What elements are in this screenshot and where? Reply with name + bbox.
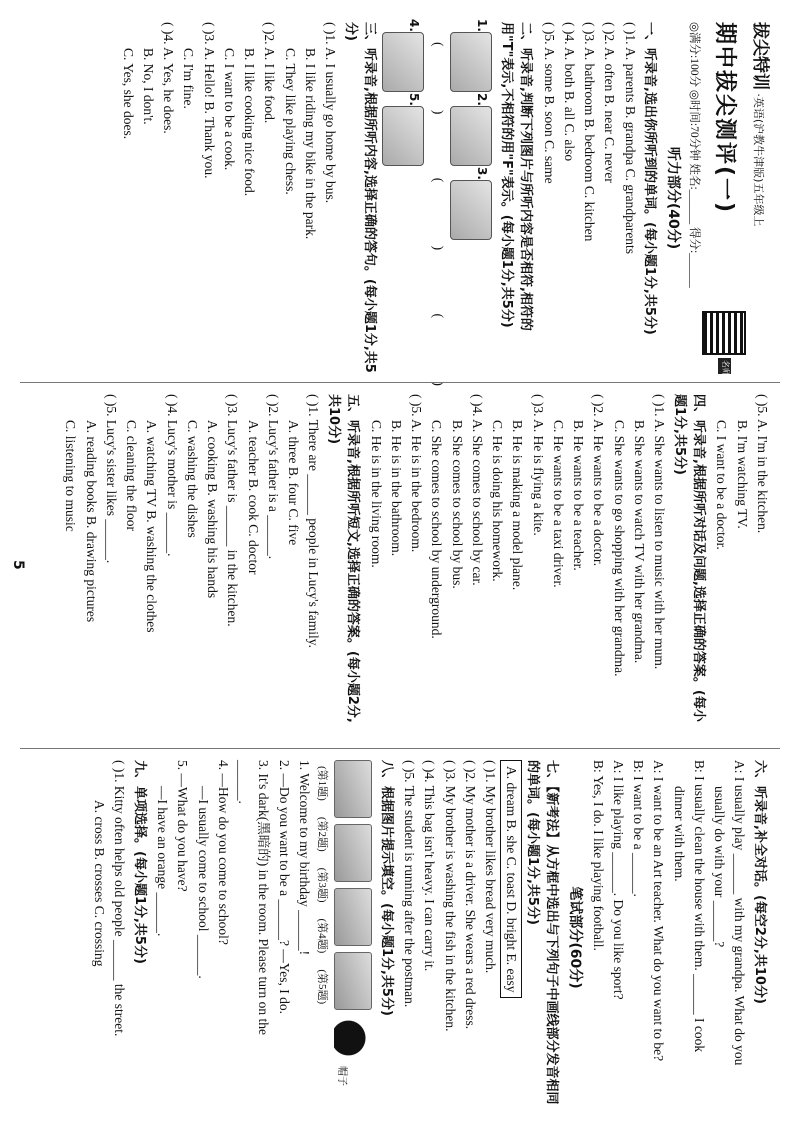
s3-option: C. I want to be a cook.	[222, 48, 237, 171]
qr-icon	[703, 311, 747, 355]
s8-item: 5. —What do you have?	[175, 760, 191, 892]
s7-item: ( )2. My mother is a driver. She wears a red dress.	[463, 760, 478, 1030]
s3-option: B. I like cooking nice food.	[242, 48, 258, 197]
s3-option: B. I'm watching TV.	[734, 420, 750, 529]
s1-item: ( )2. A. often B. near C. never	[602, 22, 618, 183]
s3-option: C. I want to be a doctor.	[714, 420, 730, 550]
caption: (第3题)	[316, 867, 329, 903]
s8-item: 4. —How do you come to school?	[216, 760, 231, 945]
word-box: A. dream B. she C. toast D. bright E. easy	[500, 760, 522, 998]
picture-5	[382, 93, 424, 166]
s3-option: B. I like riding my bike in the park.	[303, 48, 318, 240]
s6-line: A: I want to be an Art teacher. What do you want to be?	[651, 760, 667, 1062]
caption: (第4题)	[316, 918, 329, 954]
picture-1	[451, 19, 493, 92]
s5-option: A. watching TV B. washing the clothes	[144, 420, 160, 633]
s3-option: C. They like playing chess.	[282, 48, 298, 195]
s2-pictures-row-2	[382, 19, 424, 374]
s4-option: C. He wants to be a taxi driver.	[551, 420, 566, 588]
s7-item: ( )3. My brother is washing the fish in the kitchen.	[442, 760, 458, 1032]
s5-option: A. reading books B. drawing pictures	[83, 420, 99, 623]
section-3-title: 三、听录音,根据所听内容,选择正确的答句。(每小题1分,共5分)	[342, 22, 378, 373]
s7-item: ( )1. My brother likes bread very much.	[483, 760, 499, 974]
s5-option: A. three B. four C. five	[286, 420, 302, 546]
s7-item: ( )4. This bag isn't heavy. I can carry it.	[422, 760, 438, 972]
s1-item: ( )4. A. both B. all C. also	[562, 22, 577, 162]
answer-bracket: ( )	[431, 313, 447, 386]
column-3	[32, 760, 772, 1115]
s5-item: ( )1. There are ______ people in Lucy's family.	[306, 394, 322, 648]
s2-pictures-row-1	[451, 19, 493, 374]
s4-option: C. She wants to go shopping with her grandma.	[611, 420, 627, 677]
s4-item: ( )5. A. He is in the bedroom.	[409, 394, 425, 553]
s8-item: 2. —Do you want to be a ______? —Yes, I do.	[276, 760, 292, 1014]
s5-item: ( )2. Lucy's father is a ______.	[266, 394, 281, 560]
hat-icon	[335, 1016, 371, 1060]
listening-header: 听力部分(40分)	[665, 146, 682, 250]
s6-line: B: I want to be a ______.	[631, 760, 647, 897]
s4-option: C. He is in the living room.	[368, 420, 384, 568]
section-8-title: 八、根据图片提示填空。(每小题1分,共5分)	[379, 760, 394, 1016]
answer-bracket: ( )	[431, 42, 447, 115]
qr-label: 名师讲解视频	[718, 358, 730, 374]
s8-item: ______.	[236, 760, 252, 804]
s3-item: ( )2. A. I like food.	[262, 22, 278, 124]
s3-item: ( )3. A. Hello! B. Thank you.	[201, 22, 217, 179]
s6-line: usually do with your ______?	[712, 786, 728, 948]
subject-label: ·英语(沪教牛津版)五年级上	[752, 93, 765, 227]
s7-item: ( )5. The student is running after the postman.	[402, 760, 418, 1008]
s4-item: ( )1. A. She wants to listen to music with her mum.	[652, 394, 668, 670]
s8-item: 3. It's dark(黑暗的) in the room. Please turn on the	[256, 760, 272, 1036]
s3-item: ( )4. A. Yes, he does.	[161, 22, 177, 134]
picture-q3	[335, 888, 373, 946]
s6-line: B: I usually clean the house with them. ______ I cook	[692, 760, 707, 1053]
s4-option: B. She wants to watch TV with her grandma.	[632, 420, 647, 664]
s3-item: ( )5. A. I'm in the kitchen.	[755, 394, 770, 534]
caption: (第1题)	[316, 766, 329, 801]
section-6-title: 六、听录音,补全对话。(每空2分,共10分)	[752, 760, 767, 1004]
qr-code	[703, 311, 747, 408]
s3-option: C. I'm fine.	[181, 48, 197, 109]
s5-option: A. teacher B. cook C. doctor	[245, 420, 261, 575]
s8-captions	[314, 760, 331, 1115]
section-7-title: 七、【新考法】从方框中选出与下列句子中画线部分发音相同的单词。(每小题1分,共5分)	[525, 760, 560, 1105]
s1-item: ( )3. A. bathroom B. bedroom C. kitchen	[582, 22, 598, 242]
picture-2	[451, 93, 493, 166]
s6-line: B: Yes, I do. I like playing football.	[590, 760, 606, 951]
s9-item: ( )1. Kitty often helps old people ______ the street.	[112, 760, 128, 1037]
picture-number: 1.	[475, 19, 490, 32]
s4-option: B. She comes to school by bus.	[449, 420, 465, 589]
s4-item: ( )4. A. She comes to school by car.	[470, 394, 485, 586]
s5-item: ( )4. Lucy's mother is ______.	[164, 394, 180, 557]
column-1	[32, 19, 772, 408]
picture-number: 3.	[475, 167, 490, 180]
hat-label: 帽子	[336, 1066, 348, 1086]
score-info: ◎满分:100分 ◎时间:70分钟 姓名:______ 得分:______	[688, 22, 701, 288]
s3-option: C. Yes, she does.	[120, 48, 136, 140]
s8-pictures	[335, 760, 373, 1115]
s4-item: ( )2. A. He wants to be a doctor.	[591, 394, 607, 567]
picture-3	[451, 167, 493, 240]
s4-option: B. He wants to be a teacher.	[571, 420, 587, 571]
picture-4	[382, 19, 424, 92]
header-row	[747, 22, 773, 374]
caption: (第5题)	[316, 969, 329, 1005]
s8-item: —I have an orange ______.	[155, 786, 171, 937]
s8-item: 1. Welcome to my birthday ______!	[297, 760, 312, 956]
s9-option: A. cross B. crosses C. crossing	[92, 800, 108, 967]
column-divider	[20, 382, 780, 383]
s3-option: B. No, I don't.	[141, 48, 156, 125]
s5-option: C. listening to music	[63, 420, 79, 532]
s1-item: ( )5. A. some B. soon C. same	[541, 22, 557, 184]
section-1-title: 一、听录音,选出你所听到的单词。(每小题1分,共5分)	[642, 22, 658, 335]
s6-line: A: I like playing ______. Do you like sport?	[611, 760, 626, 1000]
s4-item: ( )3. A. He is flying a kite.	[530, 394, 546, 536]
s5-item: ( )5. Lucy's sister likes ______.	[104, 394, 119, 564]
section-2-title: 二、听录音,判断下列图片与所听内容是否相符,相符的用"T"表示,不相符的用"F"表示。(每小题1分,共5分)	[499, 22, 534, 331]
s3-item: ( )1. A. I usually go home by bus.	[323, 22, 339, 204]
brand-title: 拔尖特训	[750, 22, 770, 90]
picture-q4	[335, 952, 373, 1010]
picture-number: 5.	[407, 93, 422, 106]
column-2	[32, 394, 772, 734]
section-9-title: 九、单项选择。(每小题1分,共5分)	[132, 760, 147, 964]
section-4-title: 四、听录音,根据所听对话及问题,选择正确的答案。(每小题1分,共5分)	[671, 394, 707, 722]
s6-line: dinner with them.	[671, 786, 687, 882]
s5-option: C. cleaning the floor	[124, 420, 140, 531]
s5-option: C. washing the dishes	[185, 420, 200, 538]
s5-option: A. cooking B. washing his hands	[205, 420, 221, 599]
s4-option: C. She comes to school by underground.	[429, 420, 445, 639]
s5-item: ( )3. Lucy's father is ______ in the kitchen.	[225, 394, 241, 627]
s8-item: —I usually come to school ______.	[195, 786, 211, 979]
s4-option: B. He is making a model plane.	[510, 420, 526, 591]
answer-bracket: ( )	[431, 177, 447, 251]
s4-option: C. He is doing his homework.	[490, 420, 506, 582]
s1-item: ( )1. A. parents B. grandpa C. grandparents	[622, 22, 638, 255]
picture-q1	[335, 760, 373, 818]
s2-brackets	[428, 22, 448, 386]
s6-line: A: I usually play ______ with my grandpa. What do you	[732, 760, 748, 1066]
page-number: 5	[10, 560, 26, 570]
s4-option: B. He is in the bathroom.	[389, 420, 404, 557]
page-title: 期中拔尖测评(一)	[712, 22, 737, 215]
column-divider	[20, 748, 780, 749]
picture-q2	[335, 824, 373, 882]
picture-number: 2.	[475, 93, 490, 106]
caption: (第2题)	[316, 816, 329, 852]
written-header: 笔试部分(60分)	[567, 886, 584, 989]
section-5-title: 五、听录音,根据所听短文,选择正确的答案。(每小题2分,共10分)	[326, 394, 361, 723]
picture-number: 4.	[407, 19, 422, 32]
